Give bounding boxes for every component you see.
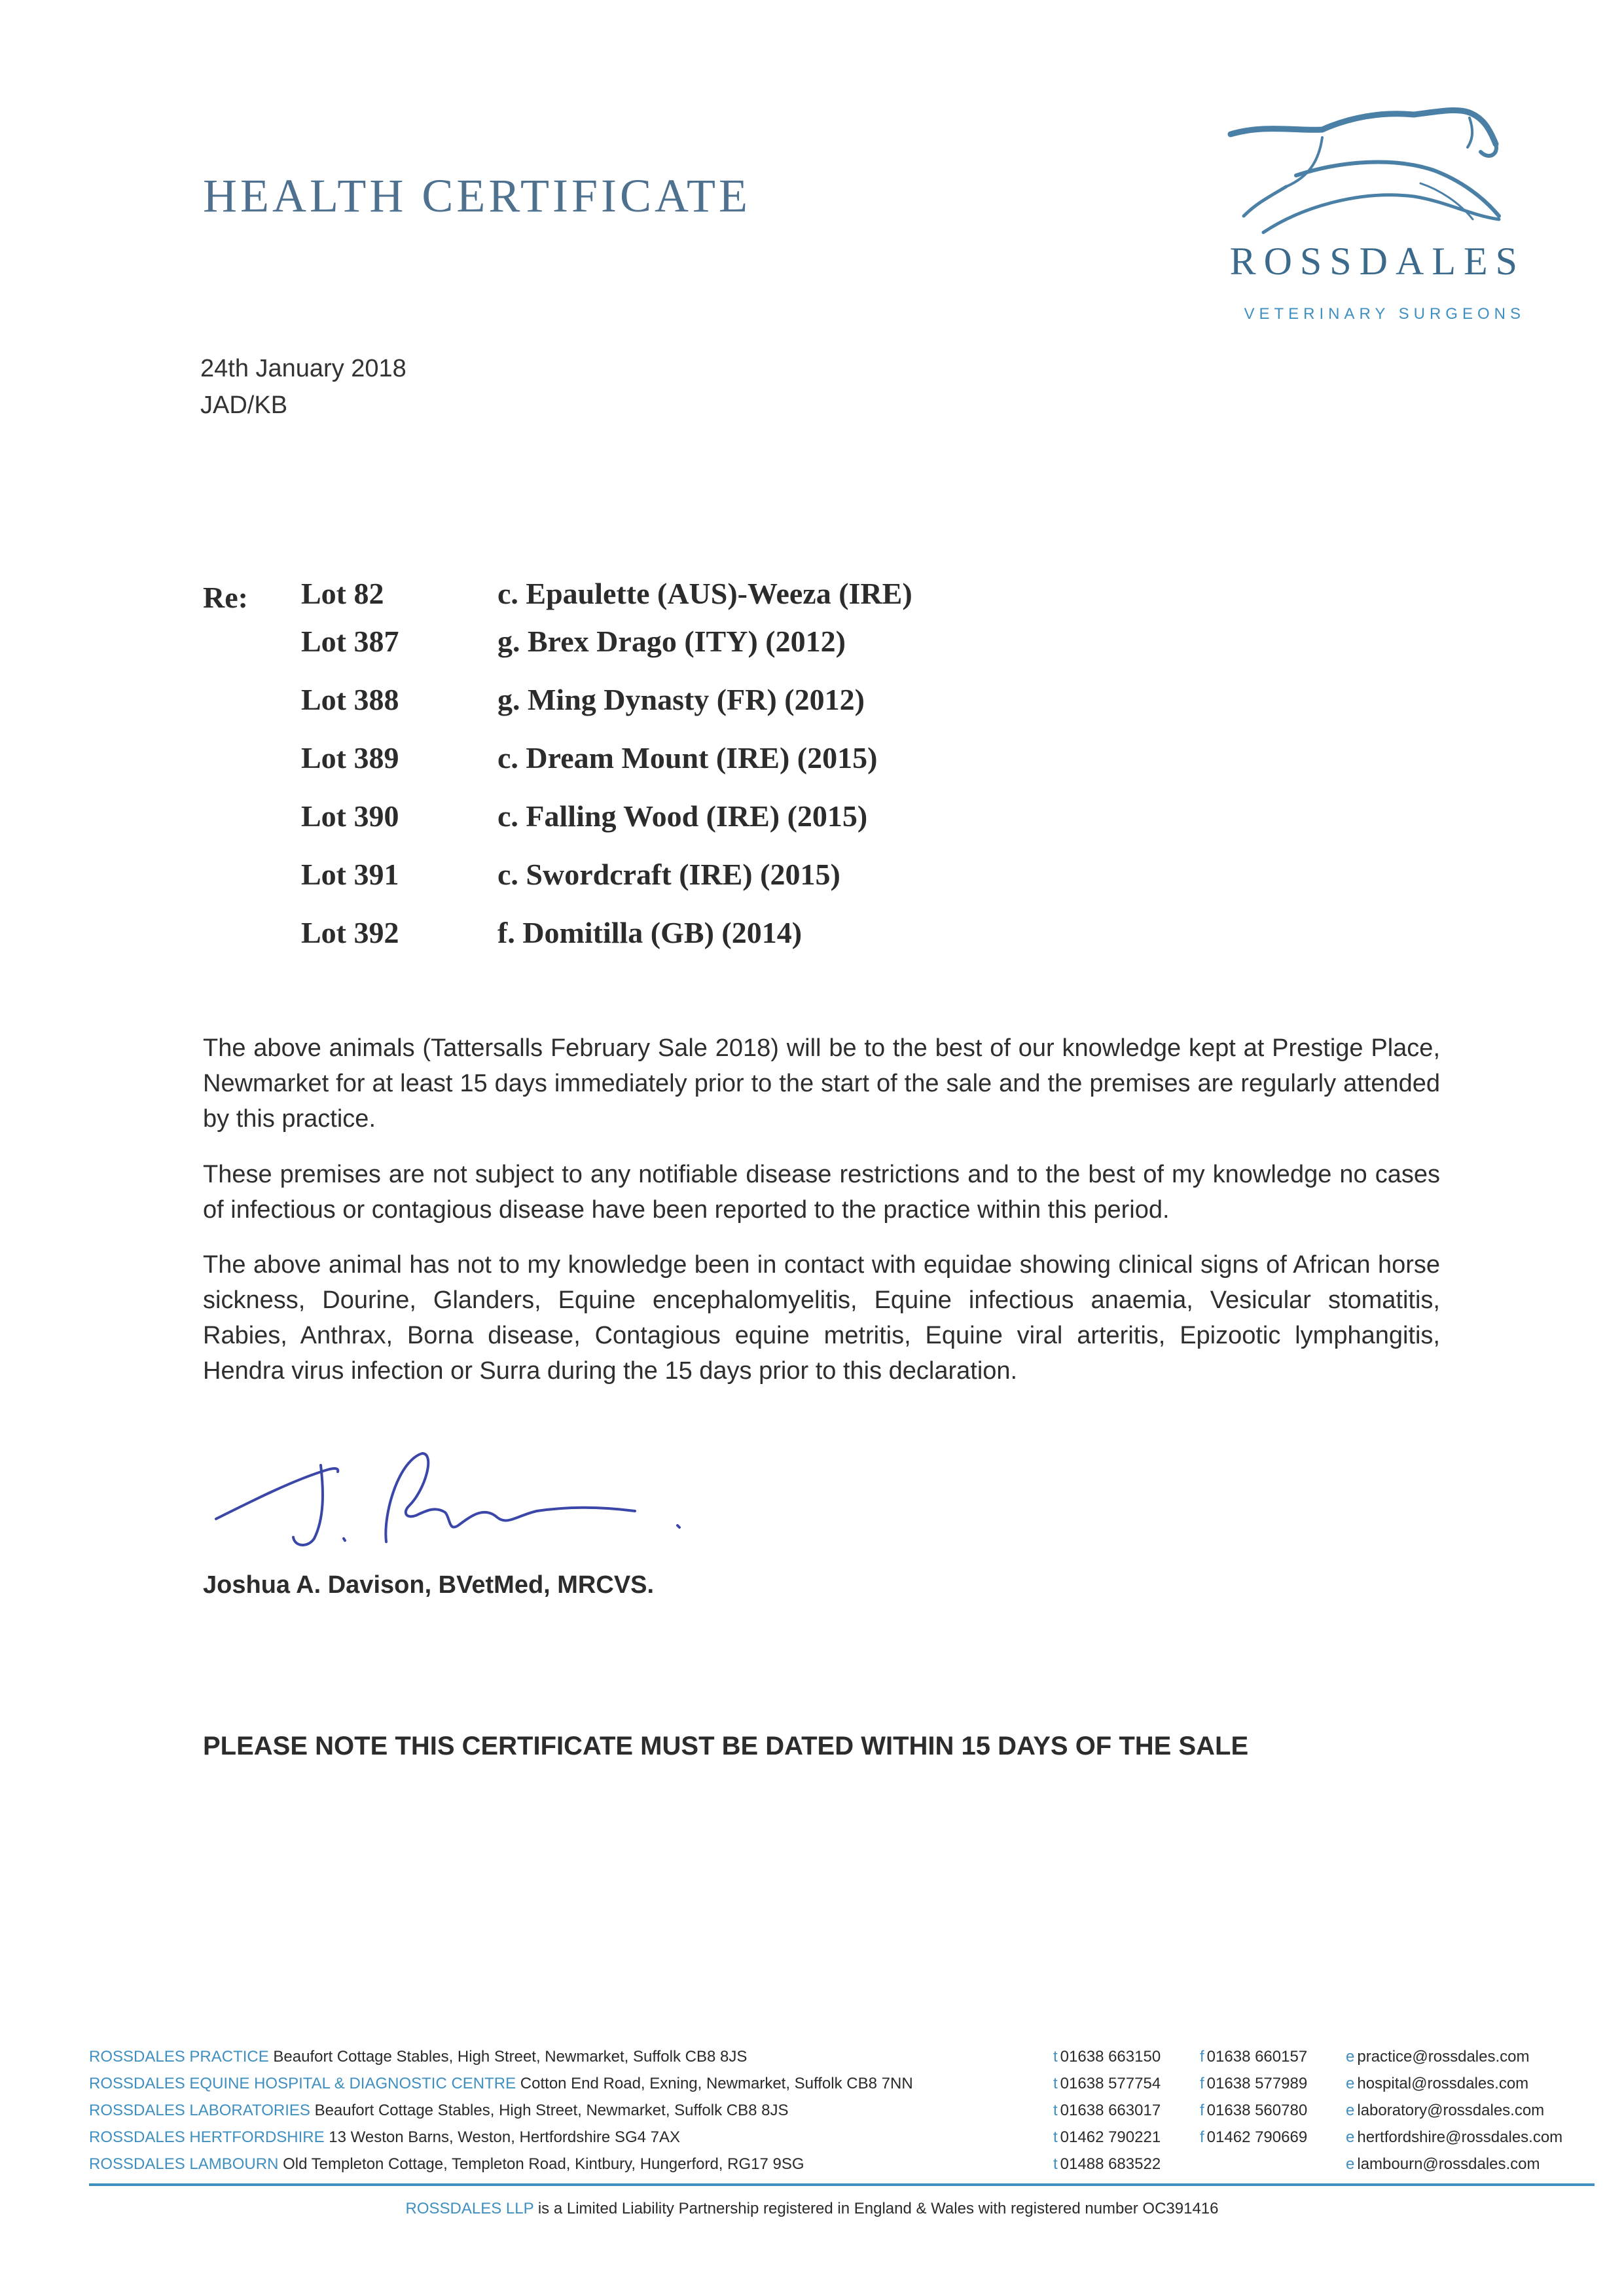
letter-date: 24th January 2018 — [200, 355, 406, 382]
office-fax: 01462 790669 — [1206, 2128, 1308, 2146]
lot-number: Lot 391 — [301, 858, 399, 891]
horse-name: c. Falling Wood (IRE) (2015) — [497, 799, 868, 833]
lot-number: Lot 82 — [301, 577, 384, 610]
paragraph-disease-restrictions: These premises are not subject to any notifiable disease restrictions and to the best of my knowledge no cases of infectious or contagious disease have been reported to the practice within this period. — [203, 1161, 1440, 1224]
horse-name: c. Dream Mount (IRE) (2015) — [497, 741, 878, 774]
signatory-name: Joshua A. Davison, BVetMed, MRCVS. — [203, 1571, 655, 1599]
office-email[interactable]: hospital@rossdales.com — [1357, 2075, 1529, 2092]
handwritten-signature — [209, 1434, 707, 1571]
footer-row: ROSSDALES EQUINE HOSPITAL & DIAGNOSTIC CENTRE Cotton End Road, Exning, Newmarket, Suffolk CB8 7NN t 01638 577754 f 01638 577989 e hospital@rossdales.com — [89, 2075, 1529, 2092]
office-name: ROSSDALES HERTFORDSHIRE — [89, 2128, 325, 2146]
footer-row: ROSSDALES LAMBOURN Old Templeton Cottage, Templeton Road, Kintbury, Hungerford, RG17 9SG t 01488 683522 e lambourn@rossdales.com — [89, 2155, 1540, 2173]
horse-name: c. Epaulette (AUS)-Weeza (IRE) — [497, 577, 912, 610]
horse-name: g. Ming Dynasty (FR) (2012) — [497, 683, 865, 716]
logo-subtitle: VETERINARY SURGEONS — [1244, 305, 1525, 323]
lot-number: Lot 387 — [301, 625, 399, 658]
office-name: ROSSDALES EQUINE HOSPITAL & DIAGNOSTIC CENTRE — [89, 2075, 516, 2092]
office-address: 13 Weston Barns, Weston, Hertfordshire SG4 7AX — [329, 2128, 680, 2146]
letter-meta — [200, 350, 406, 424]
footer-divider — [89, 2183, 1595, 2186]
llp-registration — [0, 2200, 1624, 2218]
footer-row: ROSSDALES HERTFORDSHIRE 13 Weston Barns, Weston, Hertfordshire SG4 7AX t 01462 790221 f 01462 790669 e hertfordshire@rossdales.com — [89, 2128, 1563, 2146]
page-title: HEALTH CERTIFICATE — [203, 170, 751, 222]
footer-contacts — [89, 2048, 1595, 2182]
office-phone[interactable]: 01638 577754 — [1060, 2075, 1161, 2092]
office-name: ROSSDALES LABORATORIES — [89, 2102, 310, 2119]
footer-row: ROSSDALES LABORATORIES Beaufort Cottage Stables, High Street, Newmarket, Suffolk CB8 8JS t 01638 663017 f 01638 560780 e laboratory@rossdales.com — [89, 2102, 1545, 2119]
office-email[interactable]: hertfordshire@rossdales.com — [1357, 2128, 1563, 2146]
footer-row: ROSSDALES PRACTICE Beaufort Cottage Stables, High Street, Newmarket, Suffolk CB8 8JS t 01638 663150 f 01638 660157 e practice@rossdales.com — [89, 2048, 1530, 2066]
office-fax: 01638 560780 — [1206, 2102, 1308, 2119]
office-name: ROSSDALES PRACTICE — [89, 2048, 269, 2066]
office-email[interactable]: lambourn@rossdales.com — [1357, 2155, 1540, 2173]
office-phone[interactable]: 01638 663017 — [1060, 2102, 1161, 2119]
office-address: Old Templeton Cottage, Templeton Road, Kintbury, Hungerford, RG17 9SG — [283, 2155, 804, 2173]
llp-text: is a Limited Liability Partnership registered in England & Wales with registered number OC391416 — [537, 2200, 1219, 2217]
office-email[interactable]: practice@rossdales.com — [1357, 2048, 1530, 2066]
horse-name: f. Domitilla (GB) (2014) — [497, 916, 803, 949]
office-phone[interactable]: 01462 790221 — [1060, 2128, 1161, 2146]
certificate-notice: PLEASE NOTE THIS CERTIFICATE MUST BE DATED WITHIN 15 DAYS OF THE SALE — [203, 1732, 1249, 1760]
lot-number: Lot 389 — [301, 741, 399, 774]
lot-number: Lot 390 — [301, 799, 399, 833]
logo-wordmark: ROSSDALES — [1229, 240, 1525, 283]
office-email[interactable]: laboratory@rossdales.com — [1357, 2102, 1545, 2119]
office-phone[interactable]: 01488 683522 — [1060, 2155, 1161, 2173]
lot-number: Lot 392 — [301, 916, 399, 949]
paragraph-contact-declaration: The above animal has not to my knowledge been in contact with equidae showing clinical signs of African horse sickness, Dourine, Glanders, Equine encephalomyelitis, Equine infectious anaemia, Vesicular stomatitis, Rabies, Anthrax, Borna disease, Contagious equine metritis, Equine viral arteritis, Epizootic lymphangitis, Hendra virus infection or Surra during the 15 days prior to this declaration. — [203, 1251, 1440, 1385]
office-address: Beaufort Cottage Stables, High Street, Newmarket, Suffolk CB8 8JS — [273, 2048, 748, 2066]
horse-name: g. Brex Drago (ITY) (2012) — [497, 625, 846, 658]
office-address: Beaufort Cottage Stables, High Street, Newmarket, Suffolk CB8 8JS — [314, 2102, 789, 2119]
office-fax: 01638 577989 — [1206, 2075, 1308, 2092]
paragraph-sale-location: The above animals (Tattersalls February Sale 2018) will be to the best of our knowledge kept at Prestige Place, Newmarket for at least 15 days immediately prior to the start of the sale and the premises are regularly attended by this practice. — [203, 1034, 1440, 1133]
office-name: ROSSDALES LAMBOURN — [89, 2155, 279, 2173]
letter-reference: JAD/KB — [200, 392, 288, 419]
re-label: Re: — [203, 581, 248, 614]
horse-name: c. Swordcraft (IRE) (2015) — [497, 858, 840, 891]
llp-name: ROSSDALES LLP — [405, 2200, 534, 2217]
horse-logo-icon — [1224, 98, 1519, 249]
office-fax: 01638 660157 — [1206, 2048, 1308, 2066]
office-phone[interactable]: 01638 663150 — [1060, 2048, 1161, 2066]
office-address: Cotton End Road, Exning, Newmarket, Suffolk CB8 7NN — [520, 2075, 913, 2092]
lot-number: Lot 388 — [301, 683, 399, 716]
